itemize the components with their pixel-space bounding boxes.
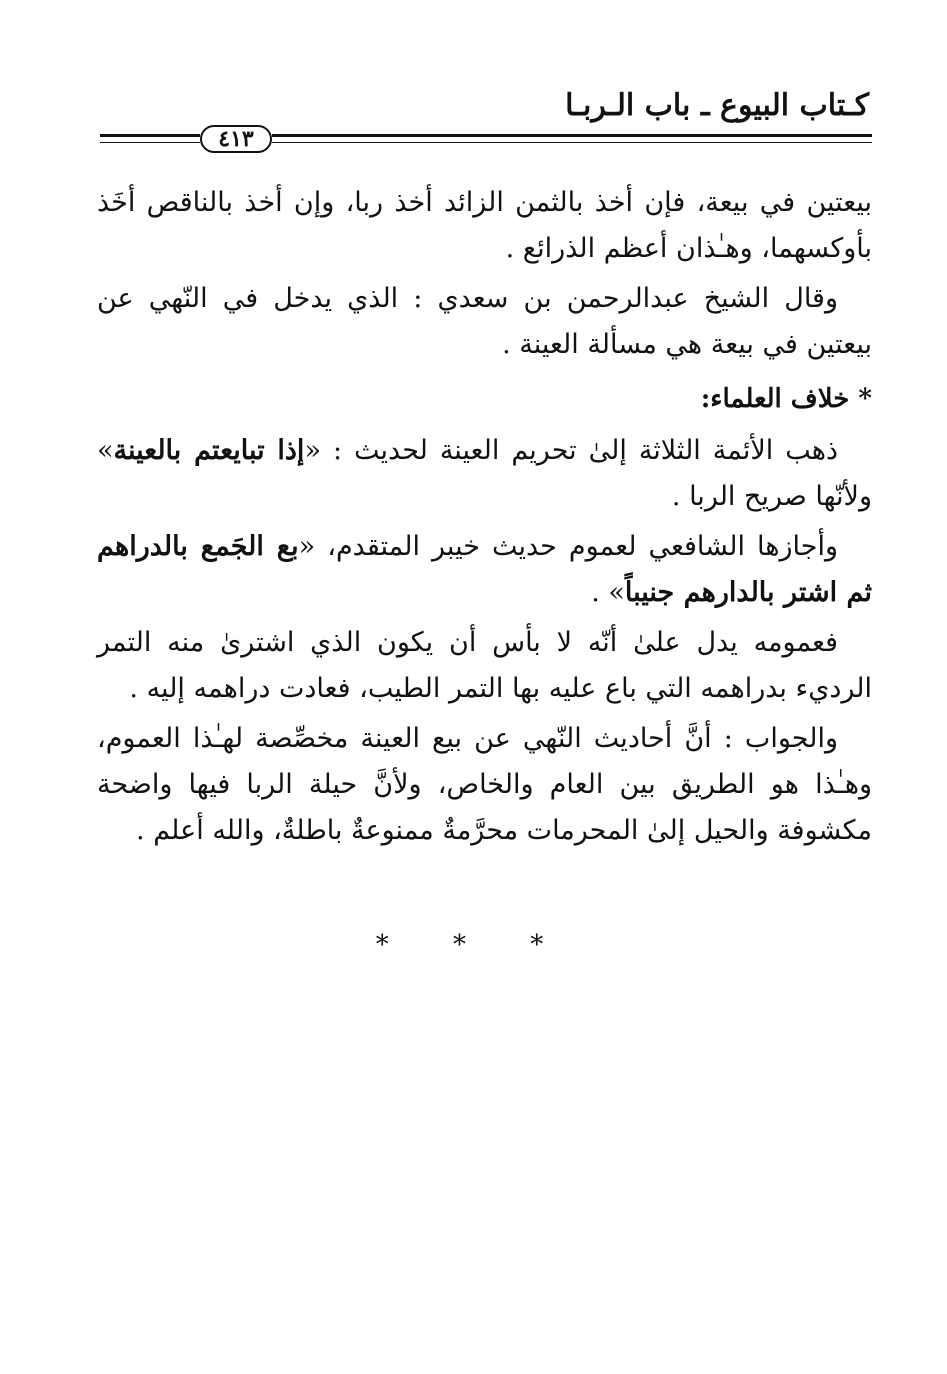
page-body [97, 180, 872, 858]
running-title: كـتاب البيوع ـ باب الـربـا [565, 88, 869, 123]
paragraph-4 [97, 524, 872, 616]
section-heading: * خلاف العلماء: [700, 384, 872, 414]
page-number: ٤١٣ [200, 125, 272, 153]
paragraph-1: بيعتين في بيعة، فإن أخذ بالثمن الزائد أخذ ربا، وإن أخذ بالناقص أخَذ بأوكسهما، وهـٰذان أعظم الذرائع . [97, 187, 872, 264]
paragraph-2: وقال الشيخ عبدالرحمن بن سعدي : الذي يدخل في النّهي عن بيعتين في بيعة هي مسألة العينة . [97, 283, 872, 360]
paragraph-4-lead: وأجازها الشافعي لعموم حديث خيبر المتقدم، « [298, 531, 838, 562]
paragraph-5: فعمومه يدل علىٰ أنّه لا بأس أن يكون الذي اشترىٰ منه التمر الرديء بدراهمه التي باع عليه بها التمر الطيب، فعادت دراهمه إليه . [97, 627, 872, 704]
hadith-quote-1: إذا تبايعتم بالعينة [113, 435, 305, 466]
section-end-ornament: * * * [375, 930, 572, 960]
paragraph-4-tail: » . [591, 577, 625, 608]
paragraph-3 [97, 428, 872, 520]
hadith-quote-2: بع الجَمع بالدراهم ثم اشتر بالدارهم جنيباً [97, 531, 872, 608]
header-rule-right [272, 134, 872, 143]
paragraph-3-lead: ذهب الأئمة الثلاثة إلىٰ تحريم العينة لحديث : « [304, 435, 839, 466]
paragraph-3-tail: » ولأنّها صريح الربا . [97, 435, 872, 512]
header-rule [100, 125, 872, 153]
paragraph-6: والجواب : أنَّ أحاديث النّهي عن بيع العينة مخصِّصة لهـٰذا العموم، وهـٰذا هو الطريق بين العام والخاص، ولأنَّ حيلة الربا فيها واضحة مكشوفة والحيل إلىٰ المحرمات محرَّمةٌ ممنوعةٌ باطلةٌ، والله أعلم . [97, 723, 872, 846]
header-rule-left [100, 134, 200, 143]
